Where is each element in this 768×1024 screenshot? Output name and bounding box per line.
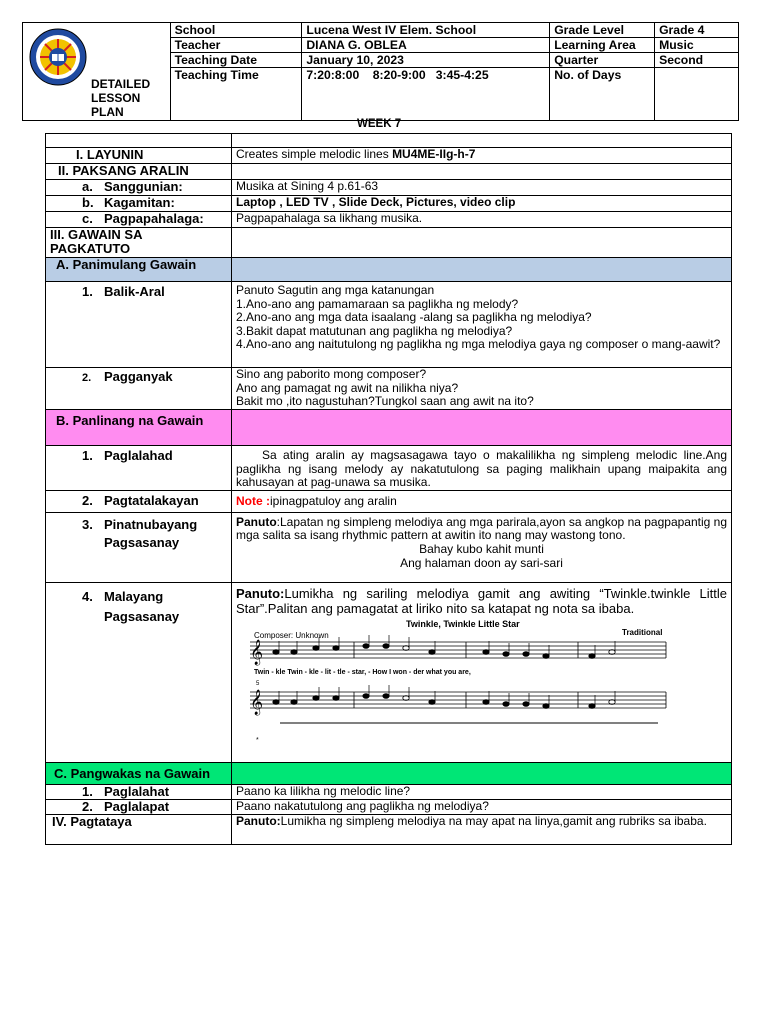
area-value: Music xyxy=(655,38,739,53)
malayang-label-cell xyxy=(46,582,232,762)
balik-label: Balik-Aral xyxy=(104,284,165,299)
pagganyak-line: Ano ang pamagat ng awit na nilikha niya? xyxy=(236,380,459,395)
week-label: WEEK 7 xyxy=(357,118,402,130)
teacher-value: DIANA G. OBLEA xyxy=(302,38,550,53)
balik-line: 4.Ano-ano ang naitutulong ng paglikha ng mga melodiya gaya ng composer o mang-aawit? xyxy=(236,337,721,352)
logo-cell xyxy=(23,23,171,121)
note-head xyxy=(333,695,339,700)
blank-cell xyxy=(232,134,732,148)
paglalapat-label: Paglalapat xyxy=(104,798,170,814)
pagtataya-label: IV. Pagtataya xyxy=(46,814,232,844)
sanggunian-label-cell xyxy=(46,180,232,196)
kagamitan-value: Laptop , LED TV , Slide Deck, Pictures, video clip xyxy=(232,196,732,212)
pagpapahalaga-label-cell xyxy=(46,212,232,228)
malayang-label: Pagsasanay xyxy=(104,608,180,624)
sheet-title: Twinkle, Twinkle Little Star xyxy=(406,618,520,629)
note-head xyxy=(503,651,509,656)
panimulang-label: A. Panimulang Gawain xyxy=(46,258,232,282)
pagpapahalaga-label: Pagpapahalaga: xyxy=(104,211,204,226)
malayang-content xyxy=(232,582,732,762)
pagganyak-content xyxy=(232,368,732,410)
item-number: b. xyxy=(82,195,94,210)
note-head xyxy=(543,703,549,708)
plan-title-line: LESSON xyxy=(91,91,141,105)
green-band-cell xyxy=(232,762,732,784)
time-value: 7:20:8:00 8:20-9:00 3:45-4:25 xyxy=(302,68,550,121)
balik-content xyxy=(232,282,732,368)
note-head xyxy=(429,699,435,704)
pagtatalakayan-content xyxy=(232,490,732,512)
school-value: Lucena West IV Elem. School xyxy=(302,23,550,38)
balik-line: 3.Bakit dapat matutunan ang paglikha ng melodiya? xyxy=(236,323,513,338)
school-seal-logo xyxy=(28,27,88,87)
note-head xyxy=(483,699,489,704)
area-label: Learning Area xyxy=(550,38,655,53)
days-value xyxy=(655,68,739,121)
note-head xyxy=(383,643,389,648)
pinatnubayang-text: :Lapatan ng simpleng melodiya ang mga parirala,ayon sa angkop na pagpapantig ng mga salita sa isang rhythmic pattern at awitin ito nang may wastong tono. xyxy=(236,514,727,543)
note-head xyxy=(609,699,615,704)
pinatnubayang-instruction xyxy=(236,516,727,543)
note-head xyxy=(291,649,297,654)
pinatnubayang-label: Pinatnubayang xyxy=(104,516,198,532)
sheet-traditional: Traditional xyxy=(622,627,663,637)
pagtatalakayan-label-cell xyxy=(46,490,232,512)
treble-clef-icon: 𝄞 xyxy=(250,689,264,715)
note-head xyxy=(291,699,297,704)
note-head xyxy=(363,643,369,648)
item-number: 3. xyxy=(82,516,93,532)
paksa-label: II. PAKSANG ARALIN xyxy=(46,164,232,180)
malayang-instruction xyxy=(236,586,727,616)
note-head xyxy=(523,701,529,706)
pinatnubayang-label: Pagsasanay xyxy=(104,534,180,550)
balik-label-cell xyxy=(46,282,232,368)
kagamitan-label: Kagamitan: xyxy=(104,195,175,210)
grade-value: Grade 4 xyxy=(655,23,739,38)
note-head xyxy=(313,645,319,650)
panuto-label: Panuto xyxy=(236,514,277,529)
quarter-value: Second xyxy=(655,53,739,68)
balik-line: 1.Ano-ano ang pamamaraan sa paglikha ng melody? xyxy=(236,296,519,311)
pagtataya-content xyxy=(232,814,732,844)
item-number: a. xyxy=(82,179,93,194)
item-number: c. xyxy=(82,211,93,226)
note-text: ipinagpatuloy ang aralin xyxy=(270,493,397,508)
layunin-label: I. LAYUNIN xyxy=(46,148,232,164)
blank-cell xyxy=(232,228,732,258)
note-head xyxy=(403,695,409,700)
pagtataya-text: Lumikha ng simpleng melodiya na may apat na linya,gamit ang rubriks sa ibaba. xyxy=(280,813,707,828)
note-head xyxy=(273,649,279,654)
asterisk-mark: * xyxy=(256,736,259,744)
note-head xyxy=(333,645,339,650)
layunin-code: MU4ME-IIg-h-7 xyxy=(392,147,476,161)
teacher-label: Teacher xyxy=(170,38,302,53)
plan-title-line: PLAN xyxy=(91,105,124,119)
paglalahat-label: Paglalahat xyxy=(104,783,170,799)
note-head xyxy=(589,653,595,658)
quarter-label: Quarter xyxy=(550,53,655,68)
note-label: Note : xyxy=(236,493,270,508)
pagganyak-label: Pagganyak xyxy=(104,369,173,384)
lyric-line: Bahay kubo kahit munti xyxy=(419,541,544,556)
blue-band-cell xyxy=(232,258,732,282)
treble-clef-icon: 𝄞 xyxy=(250,639,264,665)
school-label: School xyxy=(170,23,302,38)
lyric-line: Ang halaman doon ay sari-sari xyxy=(400,555,563,570)
note-head xyxy=(403,645,409,650)
pagtatalakayan-label: Pagtatalakayan xyxy=(104,492,199,508)
paglalapat-value: Paano nakatutulong ang paglikha ng melodiya? xyxy=(232,799,732,814)
pinatnubayang-content xyxy=(232,512,732,582)
pagganyak-line: Sino ang paborito mong composer? xyxy=(236,367,427,381)
blank-cell xyxy=(232,164,732,180)
note-head xyxy=(363,693,369,698)
blank-cell xyxy=(46,134,232,148)
malayang-text: Lumikha ng sariling melodiya gamit ang awiting “Twinkle.twinkle Little Star”.Palitan ang pamagatat at liriko nito sa katapat ng nota sa ibaba. xyxy=(236,585,727,616)
panuto-label: Panuto: xyxy=(236,813,281,828)
item-number: 2. xyxy=(82,492,93,508)
pagganyak-line: Bakit mo ,ito nagustuhan?Tungkol saan ang awit na ito? xyxy=(236,394,534,409)
pinatnubayang-label-cell xyxy=(46,512,232,582)
paglalahat-label-cell xyxy=(46,784,232,799)
date-value: January 10, 2023 xyxy=(302,53,550,68)
panuto-label: Panuto: xyxy=(236,585,285,601)
note-head xyxy=(523,651,529,656)
sheet-music-image xyxy=(236,618,676,744)
balik-line: 2.Ano-ano ang mga data isaalang -alang sa paglikha ng melodiya? xyxy=(236,310,592,325)
paglalapat-label-cell xyxy=(46,799,232,814)
pagpapahalaga-value: Pagpapahalaga sa likhang musika. xyxy=(232,212,732,228)
header-table xyxy=(22,22,739,121)
kagamitan-label-cell xyxy=(46,196,232,212)
item-number: 1. xyxy=(82,448,93,463)
time-label: Teaching Time xyxy=(170,68,302,121)
gawain-label xyxy=(46,228,232,258)
pangwakas-label: C. Pangwakas na Gawain xyxy=(46,762,232,784)
paglalahad-label: Paglalahad xyxy=(104,448,173,463)
gawain-label-line: PAGKATUTO xyxy=(50,240,131,256)
plan-title xyxy=(91,77,150,119)
malayang-label: Malayang xyxy=(104,588,164,604)
paglalahad-label-cell xyxy=(46,446,232,491)
item-number: 2. xyxy=(82,372,92,384)
item-number: 1. xyxy=(82,284,93,299)
sheet-composer: Composer: Unknown xyxy=(254,630,329,640)
pagganyak-label-cell xyxy=(46,368,232,410)
lesson-table xyxy=(45,133,732,845)
balik-line: Panuto Sagutin ang mga katanungan xyxy=(236,283,435,297)
pink-band-cell xyxy=(232,410,732,446)
item-number: 4. xyxy=(82,588,93,604)
grade-label: Grade Level xyxy=(550,23,655,38)
sheet-lyrics: Twin - kle Twin - kle - lit - tle - star, - How I won - der what you are, xyxy=(254,668,471,676)
note-head xyxy=(383,693,389,698)
note-head xyxy=(483,649,489,654)
item-number: 1. xyxy=(82,783,93,799)
date-label: Teaching Date xyxy=(170,53,302,68)
staff-line-2 xyxy=(250,685,666,715)
paglalahad-text: Sa ating aralin ay magsasagawa tayo o makalilikha ng simpleng melodic line.Ang paglikha ng isang melody ay nakatutulong sa paging malikhain upang maipakita ang kahusayan at pag-unawa sa musika. xyxy=(232,446,732,491)
plan-title-line: DETAILED xyxy=(91,77,151,91)
paglalahat-value: Paano ka lilikha ng melodic line? xyxy=(232,784,732,799)
note-head xyxy=(313,695,319,700)
note-head xyxy=(543,653,549,658)
sanggunian-value: Musika at Sining 4 p.61-63 xyxy=(232,180,732,196)
days-label: No. of Days xyxy=(550,68,655,121)
measure-number: 5 xyxy=(256,680,260,687)
note-head xyxy=(503,701,509,706)
layunin-text: Creates simple melodic lines xyxy=(236,147,393,161)
gawain-label-line: III. GAWAIN SA xyxy=(50,227,143,242)
note-head xyxy=(589,703,595,708)
panlinang-label: B. Panlinang na Gawain xyxy=(46,410,232,446)
layunin-value xyxy=(232,148,732,164)
note-head xyxy=(609,649,615,654)
note-head xyxy=(273,699,279,704)
sanggunian-label: Sanggunian: xyxy=(104,179,183,194)
note-head xyxy=(429,649,435,654)
item-number: 2. xyxy=(82,798,93,814)
